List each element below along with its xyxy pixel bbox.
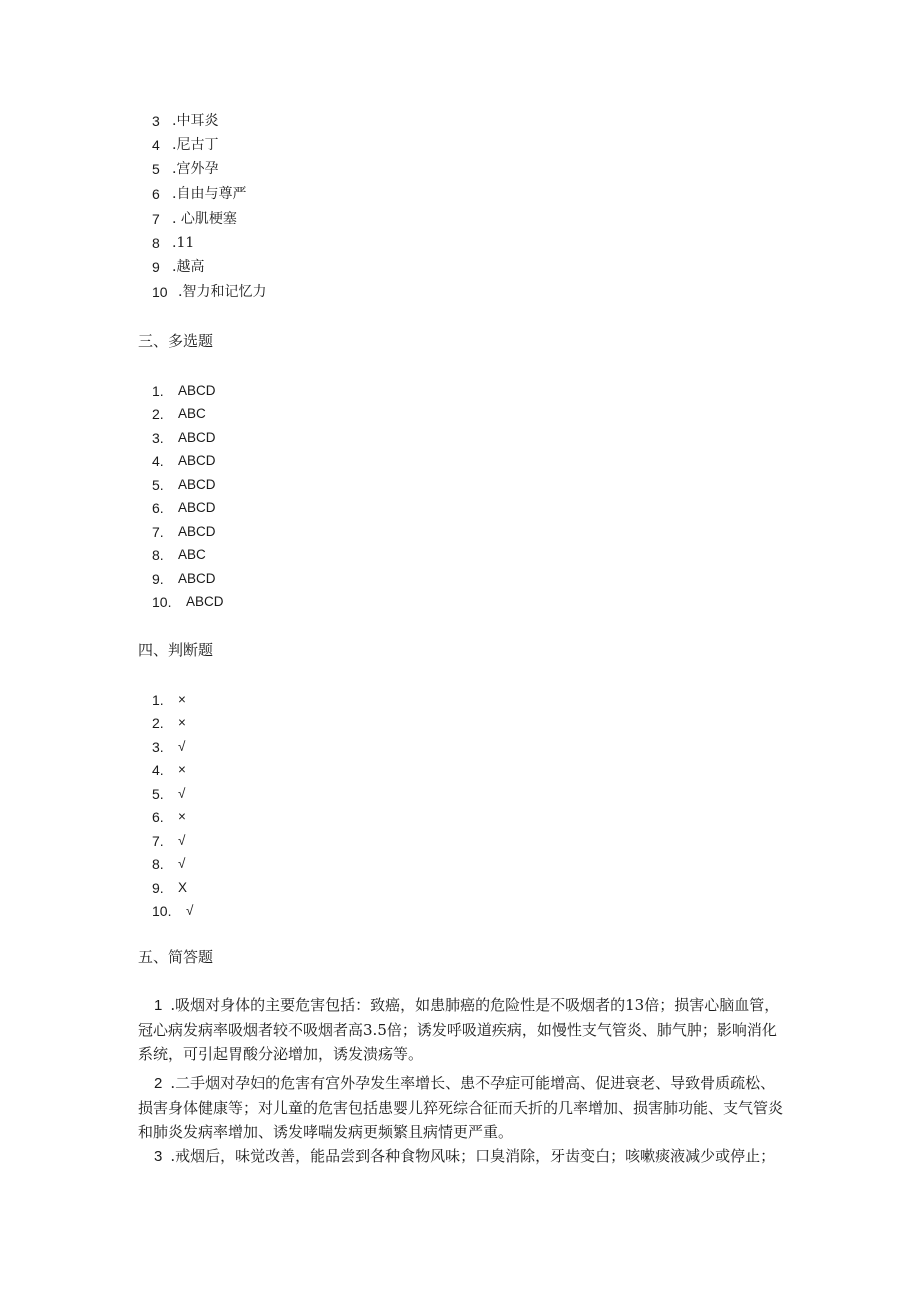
- item-answer: X: [178, 880, 188, 895]
- short-answer-paragraph: [138, 1071, 788, 1144]
- item-number: 7.: [152, 833, 164, 849]
- item-number: 2.: [152, 406, 164, 422]
- section-title-short-answer: 五、简答题: [138, 948, 214, 966]
- item-answer: √: [178, 833, 186, 848]
- item-answer: .11: [172, 235, 195, 251]
- item-answer: ABCD: [178, 430, 216, 445]
- item-answer: .中耳炎: [172, 113, 219, 129]
- item-answer: ABCD: [178, 453, 216, 468]
- item-answer: ABCD: [178, 524, 216, 539]
- item-number: 3.: [152, 739, 164, 755]
- item-number: 1.: [152, 383, 164, 399]
- item-answer: √: [178, 786, 186, 801]
- item-number: 8.: [152, 547, 164, 563]
- item-number: 6.: [152, 809, 164, 825]
- item-number: 4.: [152, 453, 164, 469]
- item-answer: . 心肌梗塞: [172, 211, 237, 227]
- item-answer: .尼古丁: [172, 137, 219, 153]
- short-answer-paragraph: [138, 1144, 788, 1169]
- item-number: 3: [152, 113, 160, 129]
- item-number: 8: [152, 235, 160, 251]
- item-answer: ×: [178, 692, 186, 707]
- item-number: 5.: [152, 786, 164, 802]
- item-number: 1.: [152, 692, 164, 708]
- item-answer: ABC: [178, 406, 206, 421]
- paragraph-text: .二手烟对孕妇的危害有宫外孕发生率增长、患不孕症可能增高、促进衰老、导致骨质疏松、损害身体健康等；对儿童的危害包括患婴儿猝死综合征而夭折的几率增加、损害肺功能、支气管炎和肺炎发病率增加、诱发哮喘发病更频繁且病情更严重。: [138, 1074, 784, 1141]
- item-answer: √: [186, 903, 194, 918]
- item-answer: ABCD: [178, 500, 216, 515]
- item-answer: .宫外孕: [172, 161, 219, 177]
- item-number: 9.: [152, 571, 164, 587]
- item-number: 6.: [152, 500, 164, 516]
- item-number: 5.: [152, 477, 164, 493]
- item-number: 8.: [152, 856, 164, 872]
- item-answer: ×: [178, 809, 186, 824]
- item-number: 10: [152, 284, 168, 300]
- item-answer: ABCD: [178, 571, 216, 586]
- item-number: 6: [152, 186, 160, 202]
- item-number: 4: [152, 137, 160, 153]
- item-answer: .自由与尊严: [172, 186, 247, 202]
- item-answer: √: [178, 856, 186, 871]
- item-answer: ABCD: [186, 594, 224, 609]
- paragraph-number: 2: [154, 1075, 163, 1092]
- paragraph-text: .戒烟后，味觉改善，能品尝到各种食物风味；口臭消除，牙齿变白；咳嗽痰液减少或停止；: [170, 1147, 776, 1165]
- item-number: 5: [152, 161, 160, 177]
- item-number: 7.: [152, 524, 164, 540]
- short-answer-paragraph: [138, 993, 788, 1066]
- item-answer: ×: [178, 762, 186, 777]
- item-answer: .越高: [172, 259, 205, 275]
- paragraph-number: 3: [154, 1148, 163, 1165]
- item-number: 10.: [152, 903, 172, 919]
- section-title-true-false: 四、判断题: [138, 641, 214, 659]
- paragraph-text: .吸烟对身体的主要危害包括：致癌，如患肺癌的危险性是不吸烟者的13倍；损害心脑血管，冠心病发病率吸烟者较不吸烟者高3.5倍；诱发呼吸道疾病，如慢性支气管炎、肺气肿；影响消化系统，可引起胃酸分泌增加，诱发溃疡等。: [138, 996, 780, 1063]
- item-answer: ABC: [178, 547, 206, 562]
- item-number: 9: [152, 259, 160, 275]
- item-number: 4.: [152, 762, 164, 778]
- item-answer: ABCD: [178, 477, 216, 492]
- item-number: 3.: [152, 430, 164, 446]
- item-number: 10.: [152, 594, 172, 610]
- item-answer: ABCD: [178, 383, 216, 398]
- item-number: 2.: [152, 715, 164, 731]
- item-number: 7: [152, 211, 160, 227]
- item-answer: ×: [178, 715, 186, 730]
- section-title-multiple-choice: 三、多选题: [138, 332, 214, 350]
- item-answer: √: [178, 739, 186, 754]
- paragraph-number: 1: [154, 997, 163, 1014]
- item-number: 9.: [152, 880, 164, 896]
- item-answer: .智力和记忆力: [178, 284, 267, 300]
